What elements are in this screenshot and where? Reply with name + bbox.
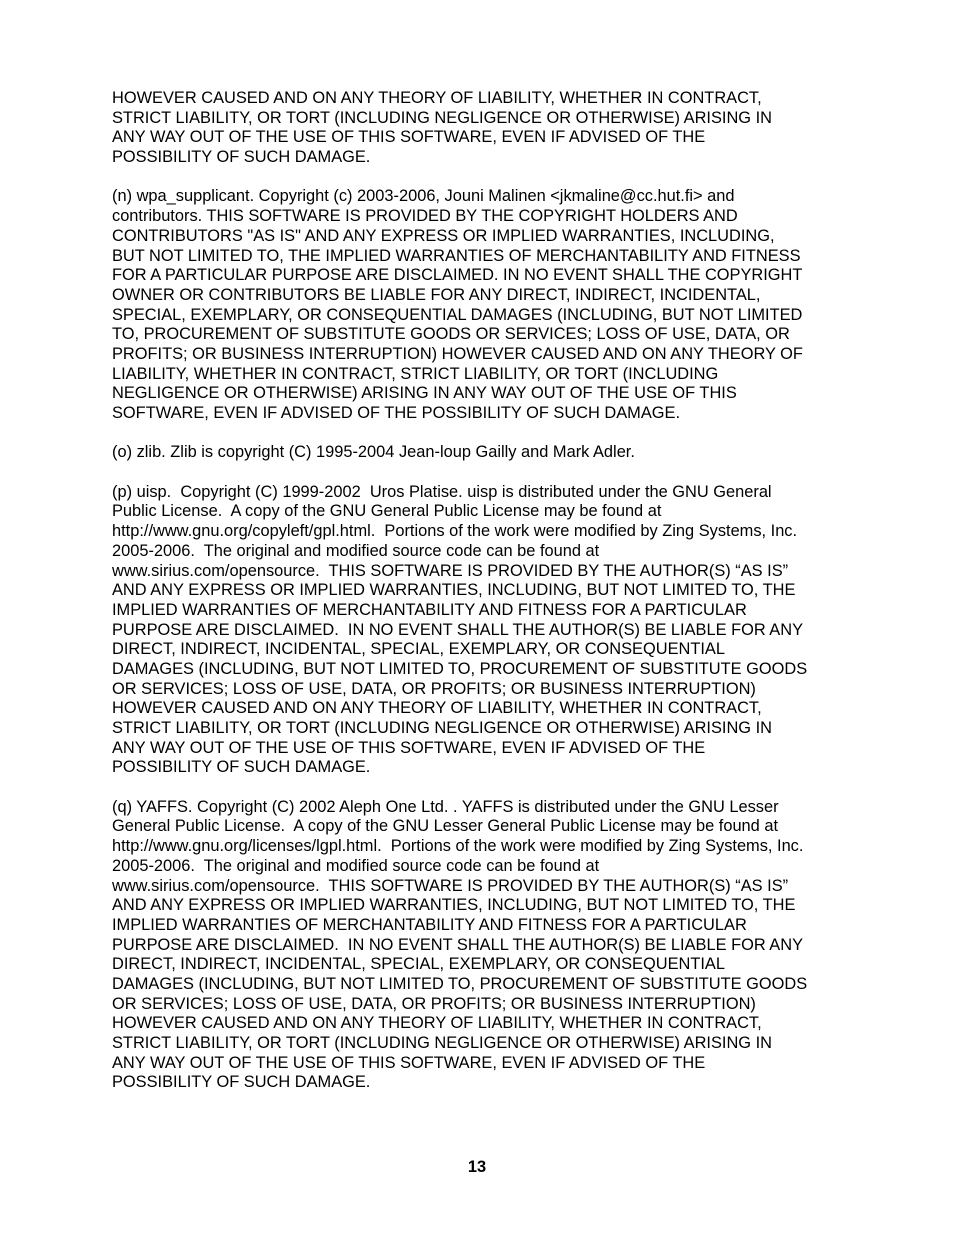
text-line: TO, PROCUREMENT OF SUBSTITUTE GOODS OR SERVICES; LOSS OF USE, DATA, OR [112,325,790,344]
text-line: SPECIAL, EXEMPLARY, OR CONSEQUENTIAL DAMAGES (INCLUDING, BUT NOT LIMITED [112,305,803,324]
paragraph [112,187,847,423]
text-line: Public License. A copy of the GNU General Public License may be found at [112,502,662,521]
text-line: CONTRIBUTORS "AS IS" AND ANY EXPRESS OR IMPLIED WARRANTIES, INCLUDING, [112,226,775,245]
text-line: PURPOSE ARE DISCLAIMED. IN NO EVENT SHALL THE AUTHOR(S) BE LIABLE FOR ANY [112,935,804,954]
paragraph [112,483,847,778]
text-line: PROFITS; OR BUSINESS INTERRUPTION) HOWEVER CAUSED AND ON ANY THEORY OF [112,344,803,363]
paragraph-gap [112,424,847,444]
text-line: HOWEVER CAUSED AND ON ANY THEORY OF LIABILITY, WHETHER IN CONTRACT, [112,699,762,718]
text-line: PURPOSE ARE DISCLAIMED. IN NO EVENT SHALL THE AUTHOR(S) BE LIABLE FOR ANY [112,620,804,639]
text-line: DIRECT, INDIRECT, INCIDENTAL, SPECIAL, EXEMPLARY, OR CONSEQUENTIAL [112,955,725,974]
text-line: DIRECT, INDIRECT, INCIDENTAL, SPECIAL, EXEMPLARY, OR CONSEQUENTIAL [112,640,725,659]
text-line: STRICT LIABILITY, OR TORT (INCLUDING NEGLIGENCE OR OTHERWISE) ARISING IN [112,108,773,127]
text-line: (o) zlib. Zlib is copyright (C) 1995-2004 Jean-loup Gailly and Mark Adler. [112,443,635,462]
text-line: (p) uisp. Copyright (C) 1999-2002 Uros Platise. uisp is distributed under the GNU General [112,482,772,501]
text-line: DAMAGES (INCLUDING, BUT NOT LIMITED TO, PROCUREMENT OF SUBSTITUTE GOODS [112,659,808,678]
text-line: http://www.gnu.org/copyleft/gpl.html. Portions of the work were modified by Zing Systems, Inc. [112,522,798,541]
text-line: www.sirius.com/opensource. THIS SOFTWARE IS PROVIDED BY THE AUTHOR(S) “AS IS” [112,561,789,580]
text-line: POSSIBILITY OF SUCH DAMAGE. [112,1073,371,1092]
paragraph [112,443,847,463]
text-line: HOWEVER CAUSED AND ON ANY THEORY OF LIABILITY, WHETHER IN CONTRACT, [112,89,762,107]
text-line: 2005-2006. The original and modified source code can be found at [112,856,600,875]
text-line: ANY WAY OUT OF THE USE OF THIS SOFTWARE, EVEN IF ADVISED OF THE [112,1053,706,1072]
paragraph-gap [112,778,847,798]
text-line: IMPLIED WARRANTIES OF MERCHANTABILITY AND FITNESS FOR A PARTICULAR [112,915,747,934]
text-line: LIABILITY, WHETHER IN CONTRACT, STRICT LIABILITY, OR TORT (INCLUDING [112,364,719,383]
text-line: www.sirius.com/opensource. THIS SOFTWARE IS PROVIDED BY THE AUTHOR(S) “AS IS” [112,876,789,895]
text-line: (n) wpa_supplicant. Copyright (c) 2003-2006, Jouni Malinen <jkmaline@cc.hut.fi> and [112,187,735,206]
license-text-body [112,89,847,1093]
text-line: IMPLIED WARRANTIES OF MERCHANTABILITY AND FITNESS FOR A PARTICULAR [112,600,747,619]
text-line: http://www.gnu.org/licenses/lgpl.html. Portions of the work were modified by Zing Systems, Inc. [112,837,804,856]
text-line: AND ANY EXPRESS OR IMPLIED WARRANTIES, INCLUDING, BUT NOT LIMITED TO, THE [112,581,796,600]
paragraph [112,89,847,168]
text-line: BUT NOT LIMITED TO, THE IMPLIED WARRANTIES OF MERCHANTABILITY AND FITNESS [112,246,801,265]
text-line: STRICT LIABILITY, OR TORT (INCLUDING NEGLIGENCE OR OTHERWISE) ARISING IN [112,719,773,737]
paragraph [112,798,847,1093]
text-line: STRICT LIABILITY, OR TORT (INCLUDING NEGLIGENCE OR OTHERWISE) ARISING IN [112,1034,773,1052]
text-line: (q) YAFFS. Copyright (C) 2002 Aleph One Ltd. . YAFFS is distributed under the GNU Lesser [112,797,779,816]
text-line: OWNER OR CONTRIBUTORS BE LIABLE FOR ANY DIRECT, INDIRECT, INCIDENTAL, [112,285,761,304]
text-line: HOWEVER CAUSED AND ON ANY THEORY OF LIABILITY, WHETHER IN CONTRACT, [112,1014,762,1033]
text-line: FOR A PARTICULAR PURPOSE ARE DISCLAIMED. IN NO EVENT SHALL THE COPYRIGHT [112,266,803,285]
text-line: POSSIBILITY OF SUCH DAMAGE. [112,758,371,777]
text-line: AND ANY EXPRESS OR IMPLIED WARRANTIES, INCLUDING, BUT NOT LIMITED TO, THE [112,896,796,915]
page-number: 13 [467,1158,487,1176]
text-line: OR SERVICES; LOSS OF USE, DATA, OR PROFITS; OR BUSINESS INTERRUPTION) [112,679,756,698]
text-line: OR SERVICES; LOSS OF USE, DATA, OR PROFITS; OR BUSINESS INTERRUPTION) [112,994,756,1013]
text-line: POSSIBILITY OF SUCH DAMAGE. [112,148,371,167]
text-line: SOFTWARE, EVEN IF ADVISED OF THE POSSIBILITY OF SUCH DAMAGE. [112,404,681,422]
text-line: NEGLIGENCE OR OTHERWISE) ARISING IN ANY WAY OUT OF THE USE OF THIS [112,384,737,403]
text-line: DAMAGES (INCLUDING, BUT NOT LIMITED TO, PROCUREMENT OF SUBSTITUTE GOODS [112,974,808,993]
text-line: ANY WAY OUT OF THE USE OF THIS SOFTWARE, EVEN IF ADVISED OF THE [112,738,706,757]
text-line: ANY WAY OUT OF THE USE OF THIS SOFTWARE, EVEN IF ADVISED OF THE [112,128,706,147]
paragraph-gap [112,463,847,483]
text-line: 2005-2006. The original and modified source code can be found at [112,541,600,560]
text-line: contributors. THIS SOFTWARE IS PROVIDED BY THE COPYRIGHT HOLDERS AND [112,207,738,226]
text-line: General Public License. A copy of the GNU Lesser General Public License may be found at [112,817,779,836]
paragraph-gap [112,168,847,188]
